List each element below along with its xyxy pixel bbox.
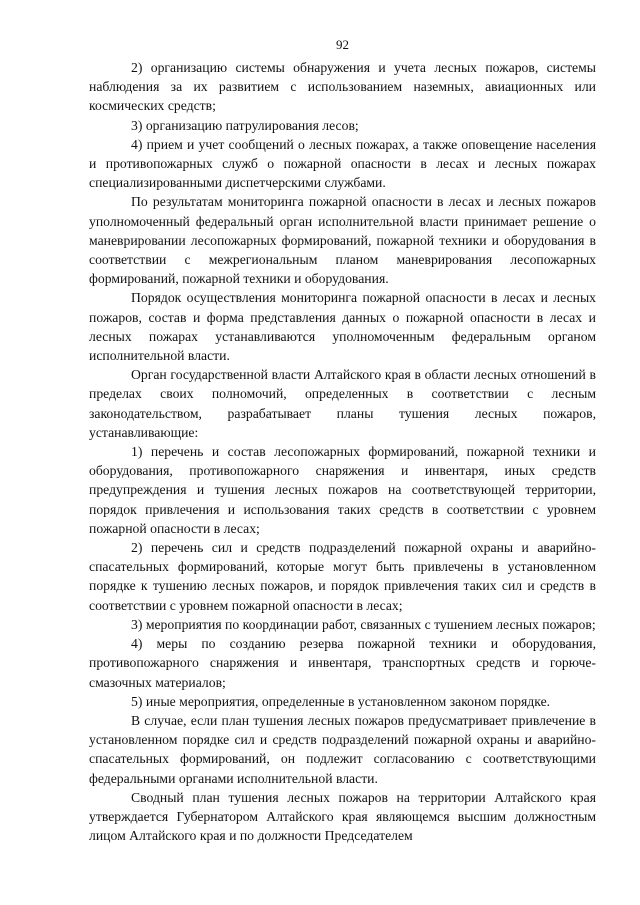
paragraph-coordination: В случае, если план тушения лесных пожаров предусматривает привлечение в установленном порядке сил и средств подразделений пожарной охраны и аварийно-спасательных формирований, он подлежит согласованию с соответствующими федеральными органами исполнительной власти. bbox=[89, 712, 596, 786]
page-number: 92 bbox=[336, 37, 349, 52]
body-text bbox=[89, 58, 596, 845]
paragraph-regional-authority: Орган государственной власти Алтайского края в области лесных отношений в пределах своих полномочий, определенных в соответствии с лесным законодательством, разрабатывает планы тушения лесных пожаров, устанавливающие: bbox=[89, 367, 596, 440]
paragraph-consolidated-plan: Сводный план тушения лесных пожаров на территории Алтайского края утверждается Губернатором Алтайского края являющемся высшим должностным лицом Алтайского края и по должности Председателем bbox=[89, 789, 596, 844]
paragraph-plan-item-1: 1) перечень и состав лесопожарных формирований, пожарной техники и оборудования, противопожарного снаряжения и инвентаря, иных средств предупреждения и тушения лесных пожаров на соответствующей территории, порядок привлечения и использования таких средств в соответствии с уровнем пожарной опасности в лесах; bbox=[89, 444, 596, 536]
paragraph-monitoring-results: По результатам мониторинга пожарной опасности в лесах и лесных пожаров уполномоченный федеральный орган исполнительной власти принимает решение о маневрировании лесопожарных формирований, пожарной техники и оборудования в соответствии с межрегиональным планом маневрирования лесопожарных формирований, пожарной техники и оборудования. bbox=[89, 194, 596, 287]
paragraph-item-2-detection: 2) организацию системы обнаружения и учета лесных пожаров, системы наблюдения за их развитием с использованием наземных, авиационных или космических средств; bbox=[89, 60, 596, 114]
paragraph-monitoring-procedure: Порядок осуществления мониторинга пожарной опасности в лесах и лесных пожаров, состав и форма представления данных о пожарной опасности в лесах и лесных пожарах устанавливаются уполномоченным федеральным органом исполнительной власти. bbox=[89, 290, 596, 364]
paragraph-plan-item-4: 4) меры по созданию резерва пожарной техники и оборудования, противопожарного снаряжения и инвентаря, транспортных средств и горюче-смазочных материалов; bbox=[89, 636, 596, 690]
paragraph-plan-item-3: 3) мероприятия по координации работ, связанных с тушением лесных пожаров; bbox=[131, 616, 596, 632]
paragraph-item-3-patrol: 3) организацию патрулирования лесов; bbox=[131, 117, 359, 133]
paragraph-plan-item-2: 2) перечень сил и средств подразделений пожарной охраны и аварийно-спасательных формирований, которые могут быть привлечены в установленном порядке к тушению лесных пожаров, и порядок привлечения таких сил и средств в соответствии с уровнем пожарной опасности в лесах; bbox=[89, 540, 596, 613]
paragraph-item-4-reports: 4) прием и учет сообщений о лесных пожарах, а также оповещение населения и противопожарных служб о пожарной опасности в лесах и лесных пожарах специализированными диспетчерскими службами. bbox=[89, 136, 596, 191]
paragraph-plan-item-5: 5) иные мероприятия, определенные в установленном законом порядке. bbox=[131, 693, 551, 709]
